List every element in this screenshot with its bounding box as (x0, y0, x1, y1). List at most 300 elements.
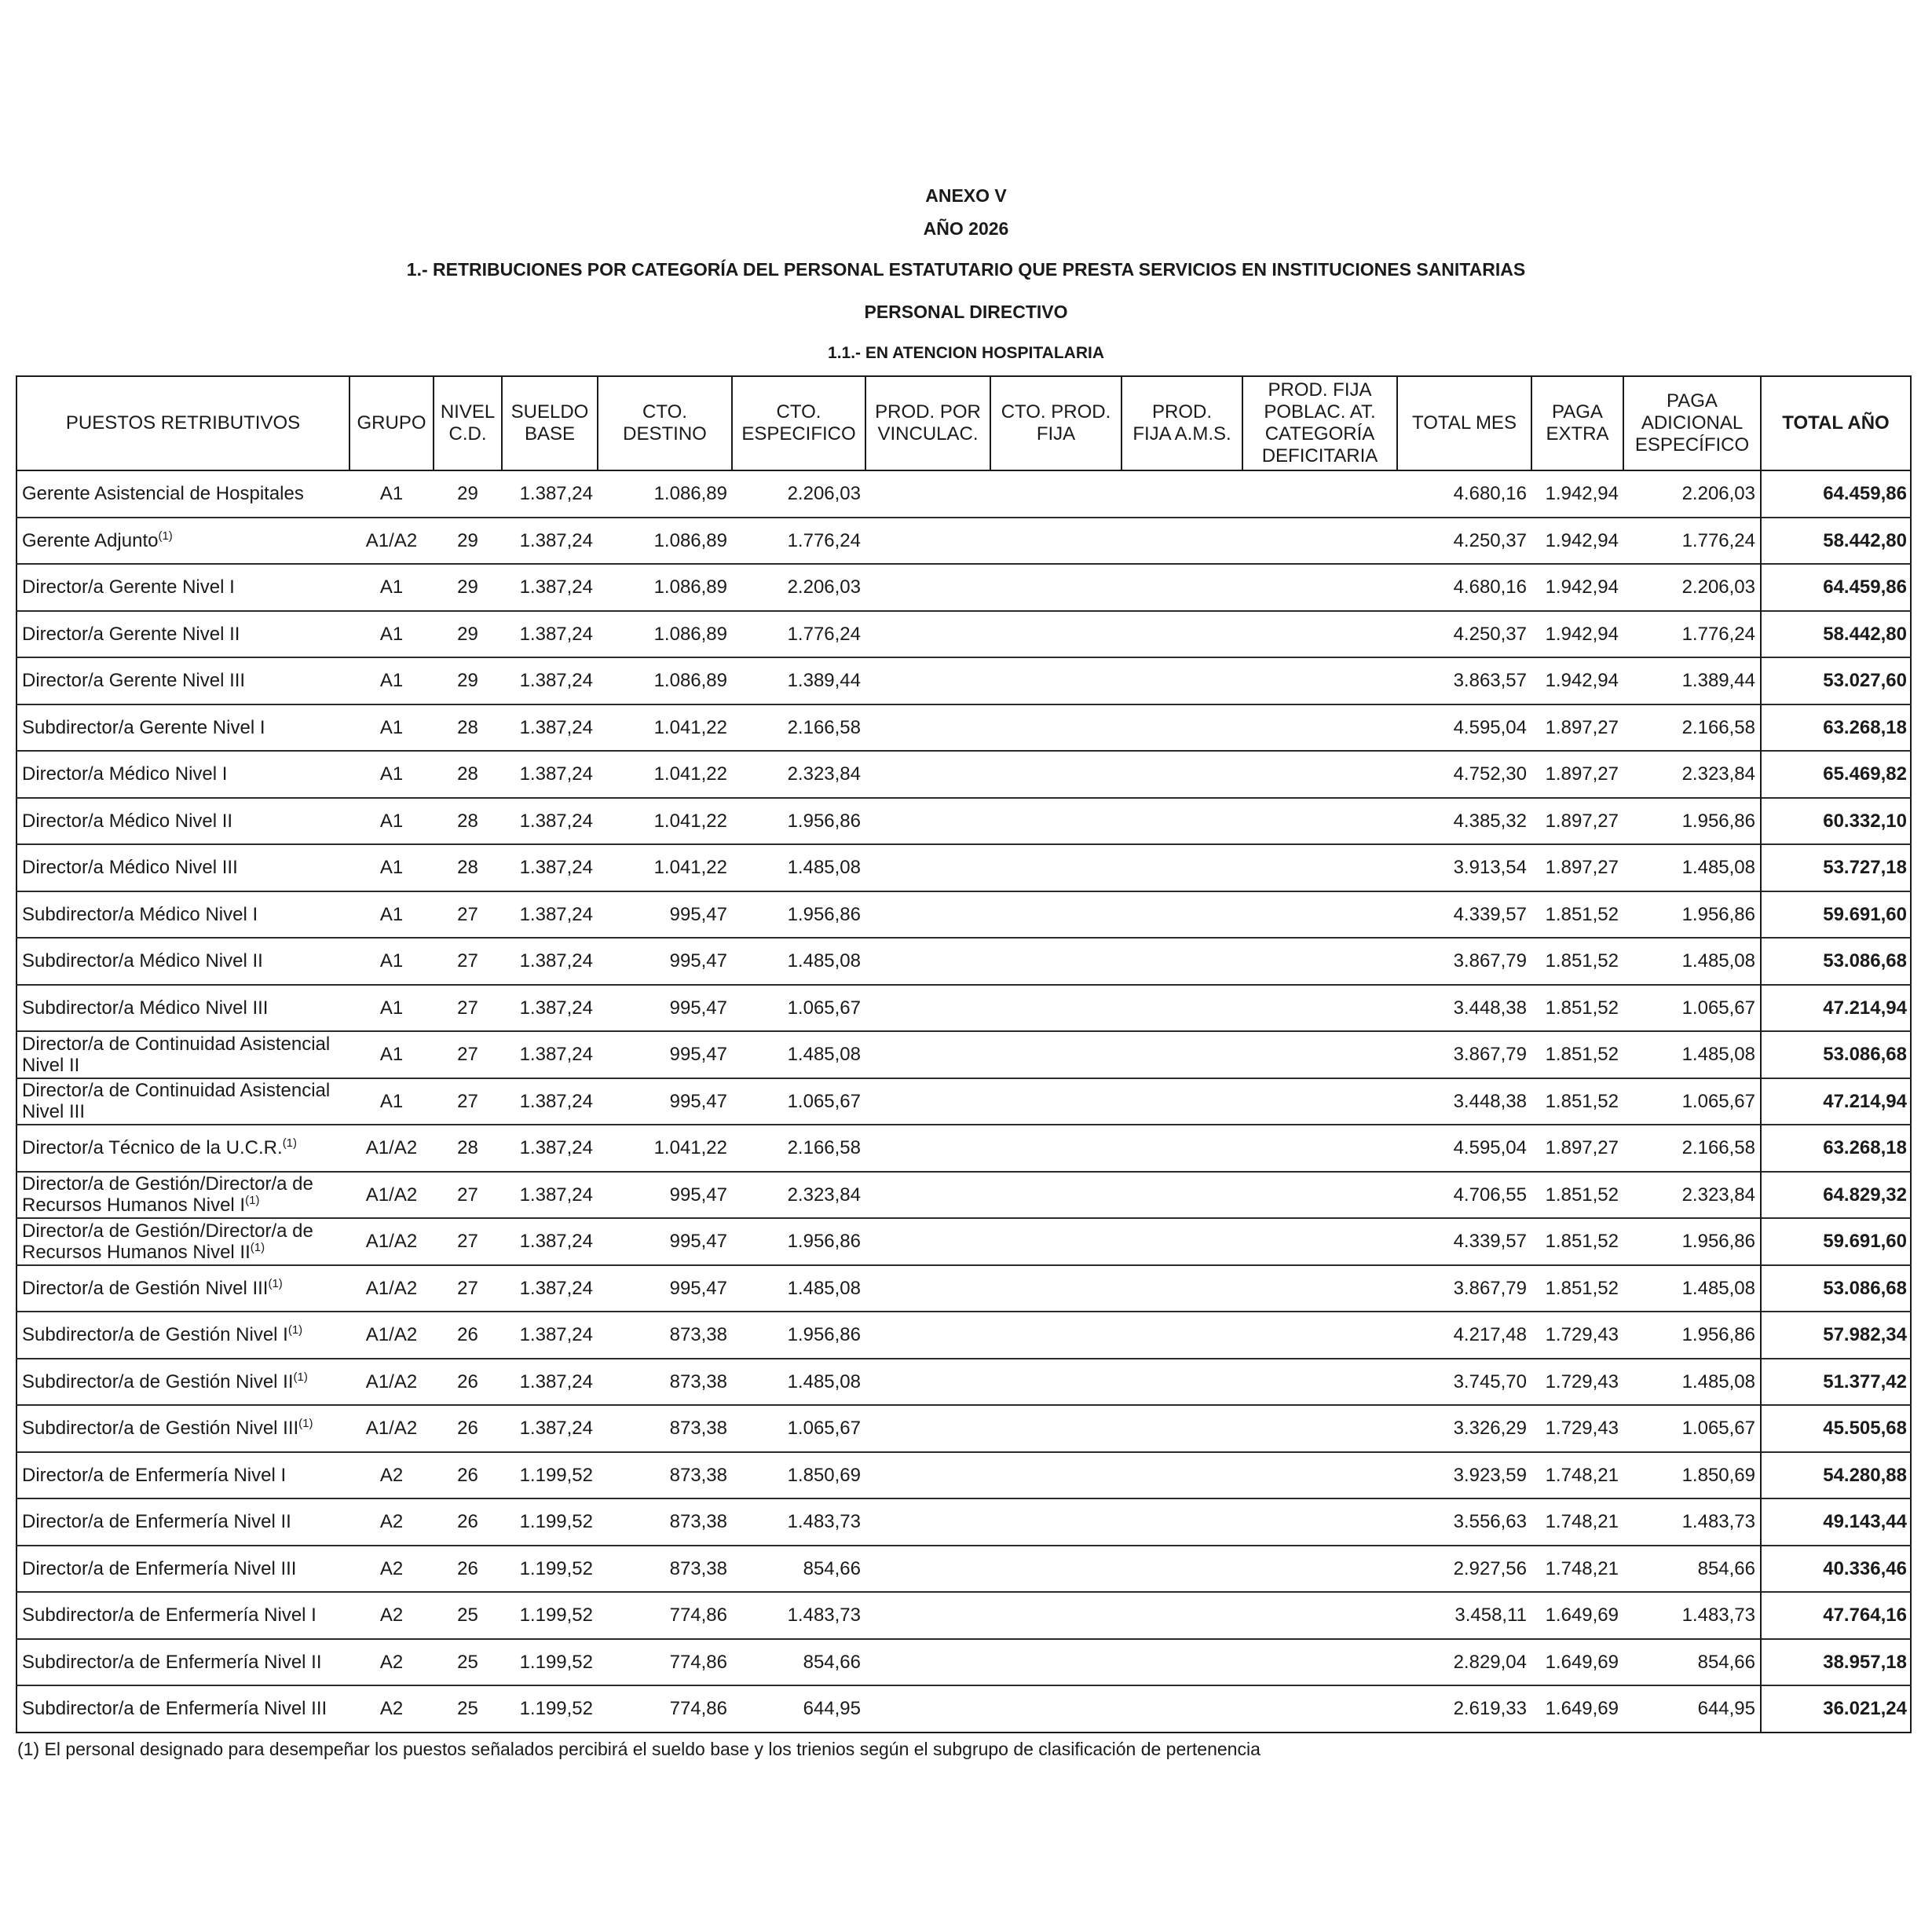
column-header-line: VINCULAC. (877, 423, 979, 445)
puesto-label: Director/a de Continuidad Asistencial Nivel II (22, 1033, 331, 1076)
paga-adicional-cell: 1.956,86 (1623, 1218, 1761, 1265)
puesto-cell (16, 938, 349, 985)
prod-vinculac-cell (865, 1312, 990, 1359)
table-row (16, 1685, 1911, 1733)
prod-fija-ams-cell (1122, 891, 1242, 939)
nivel-cell: 26 (434, 1546, 502, 1593)
column-header-line: PAGA (1667, 390, 1718, 412)
prod-vinculac-cell (865, 1452, 990, 1499)
prod-vinculac-cell (865, 1639, 990, 1686)
header-row (16, 376, 1911, 470)
paga-extra-cell: 1.649,69 (1531, 1592, 1623, 1639)
cto-especifico-cell: 2.166,58 (732, 704, 865, 752)
prod-fija-poblac-cell (1242, 1452, 1397, 1499)
prod-fija-ams-cell (1122, 1639, 1242, 1686)
total-mes-cell: 4.680,16 (1397, 470, 1531, 518)
paga-extra-cell: 1.729,43 (1531, 1359, 1623, 1406)
column-header-cto-prod-fija (990, 376, 1122, 470)
puesto-label: Director/a de Enfermería Nivel II (22, 1511, 291, 1533)
puesto-cell (16, 1498, 349, 1546)
prod-fija-ams-cell (1122, 1125, 1242, 1172)
paga-adicional-cell: 1.065,67 (1623, 1078, 1761, 1125)
grupo-cell: A1 (349, 891, 434, 939)
puesto-cell (16, 891, 349, 939)
puesto-label: Director/a de Continuidad Asistencial Nivel III (22, 1080, 331, 1123)
prod-fija-poblac-cell (1242, 470, 1397, 518)
prod-vinculac-cell (865, 751, 990, 798)
cto-prod-fija-cell (990, 1546, 1122, 1593)
cto-prod-fija-cell (990, 751, 1122, 798)
column-header-line: ESPECIFICO (741, 423, 856, 445)
column-header-line: PROD. FIJA (1268, 379, 1372, 401)
paga-extra-cell: 1.748,21 (1531, 1452, 1623, 1499)
puesto-cell (16, 751, 349, 798)
personnel-subtitle: PERSONAL DIRECTIVO (864, 302, 1068, 322)
column-header-cto-destino (598, 376, 732, 470)
cto-prod-fija-cell (990, 470, 1122, 518)
paga-adicional-cell: 1.483,73 (1623, 1498, 1761, 1546)
column-header-line: FIJA (1036, 423, 1076, 445)
prod-fija-ams-cell (1122, 1685, 1242, 1733)
prod-fija-poblac-cell (1242, 1546, 1397, 1593)
prod-fija-ams-cell (1122, 611, 1242, 658)
table-body (16, 470, 1911, 1733)
prod-fija-poblac-cell (1242, 1172, 1397, 1219)
paga-adicional-cell: 1.485,08 (1623, 844, 1761, 891)
total-anio-cell: 59.691,60 (1761, 1218, 1911, 1265)
paga-adicional-cell: 1.485,08 (1623, 1359, 1761, 1406)
cto-especifico-cell: 1.956,86 (732, 891, 865, 939)
puesto-label: Director/a Médico Nivel II (22, 810, 233, 832)
paga-extra-cell: 1.748,21 (1531, 1498, 1623, 1546)
total-mes-cell: 3.556,63 (1397, 1498, 1531, 1546)
table-row (16, 1639, 1911, 1686)
cto-prod-fija-cell (990, 1359, 1122, 1406)
prod-fija-ams-cell (1122, 1498, 1242, 1546)
sueldo-base-cell: 1.387,24 (502, 891, 598, 939)
cto-destino-cell: 1.041,22 (598, 704, 732, 752)
cto-especifico-cell: 2.323,84 (732, 751, 865, 798)
paga-adicional-cell: 2.323,84 (1623, 1172, 1761, 1219)
paga-adicional-cell: 2.166,58 (1623, 1125, 1761, 1172)
cto-prod-fija-cell (990, 1265, 1122, 1312)
prod-vinculac-cell (865, 470, 990, 518)
nivel-cell: 28 (434, 798, 502, 845)
cto-prod-fija-cell (990, 1031, 1122, 1078)
column-header-line: C.D. (448, 423, 487, 445)
total-anio-cell: 53.086,68 (1761, 938, 1911, 985)
total-mes-cell: 4.250,37 (1397, 611, 1531, 658)
prod-fija-ams-cell (1122, 1078, 1242, 1125)
paga-extra-cell: 1.897,27 (1531, 1125, 1623, 1172)
puesto-cell (16, 1078, 349, 1125)
paga-extra-cell: 1.942,94 (1531, 657, 1623, 704)
table-row (16, 1265, 1911, 1312)
total-mes-cell: 3.326,29 (1397, 1405, 1531, 1452)
puesto-label: Director/a Gerente Nivel III (22, 670, 246, 692)
column-header-line: CTO. (776, 401, 821, 423)
table-row (16, 1405, 1911, 1452)
total-anio-cell: 53.027,60 (1761, 657, 1911, 704)
total-mes-cell: 4.339,57 (1397, 1218, 1531, 1265)
paga-adicional-cell: 2.206,03 (1623, 470, 1761, 518)
column-header-line: PROD. (1151, 401, 1212, 423)
cto-destino-cell: 1.041,22 (598, 798, 732, 845)
puesto-cell (16, 1125, 349, 1172)
grupo-cell: A2 (349, 1452, 434, 1499)
cto-prod-fija-cell (990, 891, 1122, 939)
sueldo-base-cell: 1.387,24 (502, 1218, 598, 1265)
total-anio-cell: 47.214,94 (1761, 1078, 1911, 1125)
cto-especifico-cell: 1.850,69 (732, 1452, 865, 1499)
total-mes-cell: 4.706,55 (1397, 1172, 1531, 1219)
nivel-cell: 27 (434, 1078, 502, 1125)
prod-fija-poblac-cell (1242, 938, 1397, 985)
footnote-marker: (1) (287, 1323, 303, 1337)
total-mes-cell: 4.680,16 (1397, 564, 1531, 611)
sueldo-base-cell: 1.387,24 (502, 1125, 598, 1172)
total-anio-cell: 53.727,18 (1761, 844, 1911, 891)
footnote-marker: (1) (245, 1194, 260, 1208)
cto-prod-fija-cell (990, 518, 1122, 565)
paga-extra-cell: 1.851,52 (1531, 985, 1623, 1032)
cto-especifico-cell: 1.776,24 (732, 611, 865, 658)
nivel-cell: 26 (434, 1312, 502, 1359)
total-mes-cell: 3.458,11 (1397, 1592, 1531, 1639)
column-header-prod-fija-ams (1122, 376, 1242, 470)
nivel-cell: 29 (434, 564, 502, 611)
grupo-cell: A1 (349, 1078, 434, 1125)
prod-fija-poblac-cell (1242, 1125, 1397, 1172)
column-header-paga-adicional (1623, 376, 1761, 470)
prod-vinculac-cell (865, 1405, 990, 1452)
cto-especifico-cell: 1.956,86 (732, 1312, 865, 1359)
total-anio-cell: 64.459,86 (1761, 564, 1911, 611)
prod-fija-ams-cell (1122, 1312, 1242, 1359)
cto-especifico-cell: 1.483,73 (732, 1592, 865, 1639)
footnote-marker: (1) (298, 1417, 313, 1431)
grupo-cell: A1 (349, 938, 434, 985)
prod-vinculac-cell (865, 1265, 990, 1312)
table-row (16, 844, 1911, 891)
paga-adicional-cell: 2.323,84 (1623, 751, 1761, 798)
cto-especifico-cell: 1.485,08 (732, 1265, 865, 1312)
prod-fija-ams-cell (1122, 798, 1242, 845)
nivel-cell: 25 (434, 1685, 502, 1733)
nivel-cell: 28 (434, 1125, 502, 1172)
prod-vinculac-cell (865, 657, 990, 704)
grupo-cell: A1/A2 (349, 1265, 434, 1312)
total-mes-cell: 2.619,33 (1397, 1685, 1531, 1733)
sueldo-base-cell: 1.387,24 (502, 704, 598, 752)
sueldo-base-cell: 1.387,24 (502, 564, 598, 611)
puesto-label: Subdirector/a de Gestión Nivel I (22, 1324, 288, 1346)
sueldo-base-cell: 1.199,52 (502, 1498, 598, 1546)
prod-fija-ams-cell (1122, 844, 1242, 891)
column-header-line: DEFICITARIA (1261, 445, 1378, 467)
prod-vinculac-cell (865, 1125, 990, 1172)
puesto-cell (16, 1546, 349, 1593)
sueldo-base-cell: 1.199,52 (502, 1546, 598, 1593)
total-anio-cell: 40.336,46 (1761, 1546, 1911, 1593)
table-row (16, 891, 1911, 939)
column-header-nivel-cd (434, 376, 502, 470)
column-header-puestos (16, 376, 349, 470)
cto-prod-fija-cell (990, 844, 1122, 891)
cto-destino-cell: 1.086,89 (598, 470, 732, 518)
paga-extra-cell: 1.851,52 (1531, 1031, 1623, 1078)
puesto-cell (16, 1265, 349, 1312)
paga-extra-cell: 1.851,52 (1531, 891, 1623, 939)
puesto-cell (16, 1359, 349, 1406)
column-header-line: FIJA A.M.S. (1132, 423, 1231, 445)
section-heading: 1.1.- EN ATENCION HOSPITALARIA (828, 344, 1104, 362)
table-row (16, 1546, 1911, 1593)
prod-fija-ams-cell (1122, 1265, 1242, 1312)
prod-fija-ams-cell (1122, 704, 1242, 752)
column-header-line: CTO. (642, 401, 687, 423)
table-row (16, 518, 1911, 565)
total-anio-cell: 60.332,10 (1761, 798, 1911, 845)
cto-especifico-cell: 854,66 (732, 1546, 865, 1593)
table-row (16, 1078, 1911, 1125)
cto-destino-cell: 1.086,89 (598, 564, 732, 611)
grupo-cell: A1 (349, 985, 434, 1032)
prod-vinculac-cell (865, 891, 990, 939)
sueldo-base-cell: 1.387,24 (502, 985, 598, 1032)
table-row (16, 798, 1911, 845)
grupo-cell: A1/A2 (349, 1125, 434, 1172)
prod-vinculac-cell (865, 1031, 990, 1078)
table-row (16, 751, 1911, 798)
total-mes-cell: 3.867,79 (1397, 1265, 1531, 1312)
paga-adicional-cell: 1.956,86 (1623, 891, 1761, 939)
cto-destino-cell: 995,47 (598, 1218, 732, 1265)
total-anio-cell: 53.086,68 (1761, 1031, 1911, 1078)
puesto-label: Subdirector/a de Enfermería Nivel II (22, 1651, 322, 1673)
cto-prod-fija-cell (990, 1125, 1122, 1172)
cto-prod-fija-cell (990, 1405, 1122, 1452)
cto-destino-cell: 995,47 (598, 1078, 732, 1125)
paga-adicional-cell: 1.485,08 (1623, 1031, 1761, 1078)
prod-fija-ams-cell (1122, 1405, 1242, 1452)
paga-extra-cell: 1.897,27 (1531, 751, 1623, 798)
nivel-cell: 27 (434, 1218, 502, 1265)
total-mes-cell: 4.250,37 (1397, 518, 1531, 565)
grupo-cell: A1/A2 (349, 518, 434, 565)
paga-extra-cell: 1.649,69 (1531, 1639, 1623, 1686)
prod-fija-ams-cell (1122, 518, 1242, 565)
grupo-cell: A1 (349, 657, 434, 704)
table-row (16, 1031, 1911, 1078)
sueldo-base-cell: 1.387,24 (502, 518, 598, 565)
table-header (16, 376, 1911, 470)
cto-destino-cell: 774,86 (598, 1685, 732, 1733)
column-header-sueldo-base (502, 376, 598, 470)
sueldo-base-cell: 1.387,24 (502, 1312, 598, 1359)
column-header-paga-extra (1531, 376, 1623, 470)
prod-vinculac-cell (865, 1685, 990, 1733)
puesto-label: Director/a de Gestión/Director/a de Recursos Humanos Nivel I (22, 1173, 313, 1217)
column-header-line: CATEGORÍA (1264, 423, 1375, 445)
paga-adicional-cell: 1.850,69 (1623, 1452, 1761, 1499)
cto-destino-cell: 1.086,89 (598, 518, 732, 565)
prod-fija-ams-cell (1122, 1218, 1242, 1265)
nivel-cell: 25 (434, 1592, 502, 1639)
paga-extra-cell: 1.942,94 (1531, 564, 1623, 611)
paga-adicional-cell: 854,66 (1623, 1639, 1761, 1686)
nivel-cell: 29 (434, 518, 502, 565)
cto-destino-cell: 995,47 (598, 985, 732, 1032)
paga-extra-cell: 1.851,52 (1531, 938, 1623, 985)
puesto-label: Subdirector/a de Enfermería Nivel I (22, 1605, 317, 1626)
paga-adicional-cell: 1.956,86 (1623, 1312, 1761, 1359)
total-mes-cell: 4.339,57 (1397, 891, 1531, 939)
sueldo-base-cell: 1.387,24 (502, 751, 598, 798)
column-header-line: SUELDO (510, 401, 589, 423)
nivel-cell: 28 (434, 704, 502, 752)
puesto-label: Director/a de Enfermería Nivel I (22, 1464, 287, 1486)
total-mes-cell: 4.385,32 (1397, 798, 1531, 845)
paga-extra-cell: 1.729,43 (1531, 1405, 1623, 1452)
cto-especifico-cell: 2.166,58 (732, 1125, 865, 1172)
puesto-cell (16, 1639, 349, 1686)
total-anio-cell: 59.691,60 (1761, 891, 1911, 939)
cto-especifico-cell: 854,66 (732, 1639, 865, 1686)
prod-fija-ams-cell (1122, 564, 1242, 611)
cto-prod-fija-cell (990, 611, 1122, 658)
prod-fija-ams-cell (1122, 657, 1242, 704)
total-anio-cell: 57.982,34 (1761, 1312, 1911, 1359)
total-mes-cell: 4.217,48 (1397, 1312, 1531, 1359)
prod-vinculac-cell (865, 518, 990, 565)
prod-fija-poblac-cell (1242, 751, 1397, 798)
column-header-line: TOTAL MES (1412, 412, 1517, 434)
cto-prod-fija-cell (990, 564, 1122, 611)
prod-fija-poblac-cell (1242, 985, 1397, 1032)
total-anio-cell: 51.377,42 (1761, 1359, 1911, 1406)
prod-vinculac-cell (865, 611, 990, 658)
column-header-line: ADICIONAL (1641, 412, 1744, 434)
column-header-line: GRUPO (357, 412, 426, 434)
column-header-line: POBLAC. AT. (1264, 401, 1376, 423)
cto-destino-cell: 995,47 (598, 1172, 732, 1219)
prod-fija-ams-cell (1122, 751, 1242, 798)
cto-prod-fija-cell (990, 985, 1122, 1032)
cto-especifico-cell: 1.065,67 (732, 1078, 865, 1125)
cto-destino-cell: 873,38 (598, 1546, 732, 1593)
grupo-cell: A2 (349, 1546, 434, 1593)
total-anio-cell: 64.829,32 (1761, 1172, 1911, 1219)
column-header-line: NIVEL (440, 401, 496, 423)
sueldo-base-cell: 1.199,52 (502, 1452, 598, 1499)
grupo-cell: A2 (349, 1498, 434, 1546)
nivel-cell: 26 (434, 1452, 502, 1499)
total-mes-cell: 4.595,04 (1397, 1125, 1531, 1172)
salary-table (16, 375, 1912, 1733)
cto-especifico-cell: 1.485,08 (732, 844, 865, 891)
puesto-label: Director/a de Gestión Nivel III (22, 1277, 269, 1299)
puesto-label: Gerente Adjunto (22, 529, 159, 551)
sueldo-base-cell: 1.387,24 (502, 938, 598, 985)
puesto-cell (16, 611, 349, 658)
prod-fija-ams-cell (1122, 1592, 1242, 1639)
paga-extra-cell: 1.748,21 (1531, 1546, 1623, 1593)
puesto-cell (16, 798, 349, 845)
column-header-line: TOTAL AÑO (1782, 412, 1890, 434)
puesto-label: Subdirector/a Médico Nivel II (22, 950, 263, 972)
puesto-label: Subdirector/a Médico Nivel I (22, 903, 258, 925)
puesto-label: Subdirector/a de Gestión Nivel III (22, 1418, 299, 1440)
grupo-cell: A1 (349, 564, 434, 611)
paga-extra-cell: 1.649,69 (1531, 1685, 1623, 1733)
puesto-cell (16, 1592, 349, 1639)
sueldo-base-cell: 1.387,24 (502, 798, 598, 845)
sueldo-base-cell: 1.387,24 (502, 1359, 598, 1406)
nivel-cell: 26 (434, 1498, 502, 1546)
footnote-marker: (1) (293, 1370, 308, 1384)
table-row (16, 657, 1911, 704)
total-mes-cell: 2.927,56 (1397, 1546, 1531, 1593)
paga-extra-cell: 1.897,27 (1531, 798, 1623, 845)
sueldo-base-cell: 1.199,52 (502, 1685, 598, 1733)
cto-especifico-cell: 1.065,67 (732, 985, 865, 1032)
total-anio-cell: 38.957,18 (1761, 1639, 1911, 1686)
grupo-cell: A1/A2 (349, 1218, 434, 1265)
puesto-label: Gerente Asistencial de Hospitales (22, 483, 304, 505)
total-anio-cell: 47.214,94 (1761, 985, 1911, 1032)
prod-fija-poblac-cell (1242, 844, 1397, 891)
paga-extra-cell: 1.942,94 (1531, 470, 1623, 518)
grupo-cell: A2 (349, 1592, 434, 1639)
nivel-cell: 29 (434, 470, 502, 518)
nivel-cell: 26 (434, 1405, 502, 1452)
cto-especifico-cell: 1.483,73 (732, 1498, 865, 1546)
cto-destino-cell: 774,86 (598, 1592, 732, 1639)
cto-prod-fija-cell (990, 1312, 1122, 1359)
grupo-cell: A1 (349, 470, 434, 518)
cto-especifico-cell: 1.389,44 (732, 657, 865, 704)
cto-destino-cell: 1.041,22 (598, 844, 732, 891)
sueldo-base-cell: 1.199,52 (502, 1639, 598, 1686)
cto-destino-cell: 1.041,22 (598, 751, 732, 798)
paga-extra-cell: 1.729,43 (1531, 1312, 1623, 1359)
prod-vinculac-cell (865, 1172, 990, 1219)
grupo-cell: A1 (349, 611, 434, 658)
prod-vinculac-cell (865, 1359, 990, 1406)
prod-vinculac-cell (865, 938, 990, 985)
grupo-cell: A1 (349, 751, 434, 798)
table-row (16, 470, 1911, 518)
paga-adicional-cell: 2.166,58 (1623, 704, 1761, 752)
prod-vinculac-cell (865, 844, 990, 891)
puesto-cell (16, 704, 349, 752)
prod-fija-ams-cell (1122, 470, 1242, 518)
footnote-marker: (1) (282, 1136, 298, 1151)
cto-destino-cell: 1.086,89 (598, 611, 732, 658)
footnote-marker: (1) (268, 1276, 283, 1290)
prod-fija-poblac-cell (1242, 1592, 1397, 1639)
column-header-total-mes (1397, 376, 1531, 470)
prod-vinculac-cell (865, 985, 990, 1032)
paga-extra-cell: 1.851,52 (1531, 1078, 1623, 1125)
paga-adicional-cell: 1.065,67 (1623, 1405, 1761, 1452)
column-header-line: ESPECÍFICO (1634, 434, 1750, 456)
prod-fija-ams-cell (1122, 985, 1242, 1032)
prod-fija-poblac-cell (1242, 1078, 1397, 1125)
grupo-cell: A1/A2 (349, 1359, 434, 1406)
paga-adicional-cell: 644,95 (1623, 1685, 1761, 1733)
